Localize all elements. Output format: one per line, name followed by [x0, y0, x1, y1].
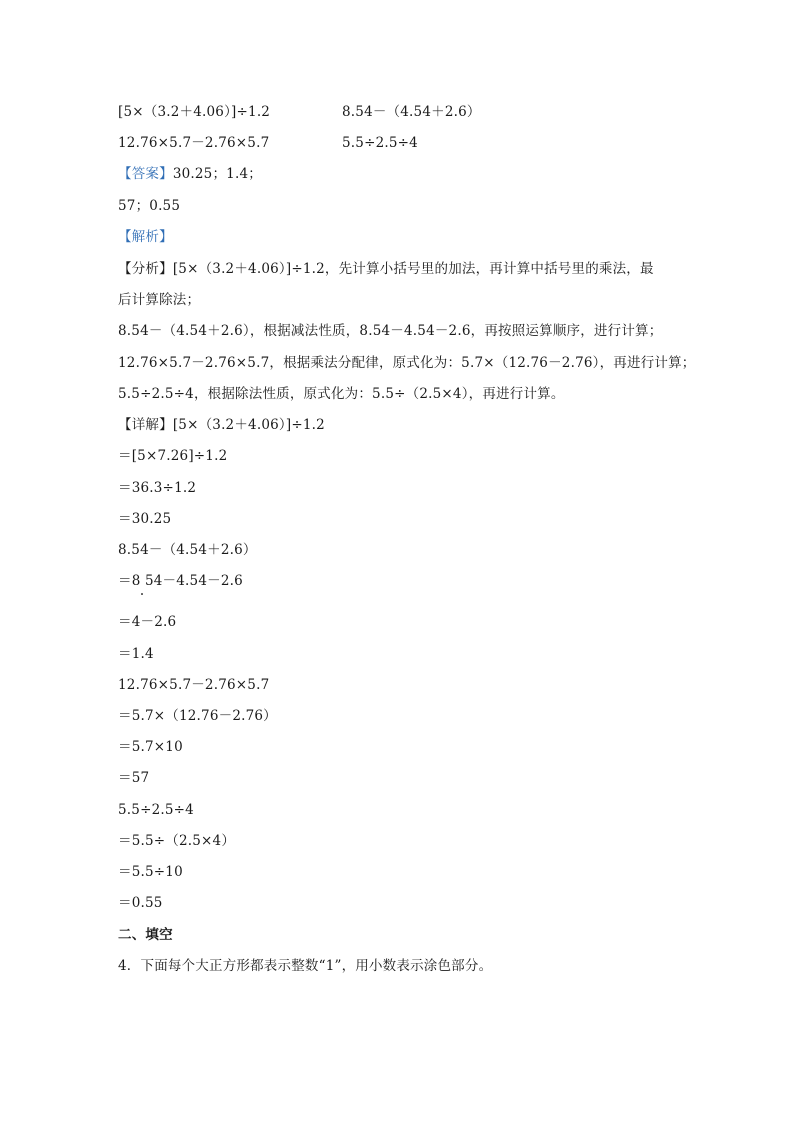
- detail-step: ＝5.5÷10: [118, 864, 183, 880]
- detail-step: ＝30.25: [118, 511, 172, 527]
- detail-step: 5.5÷2.5÷4: [118, 802, 194, 818]
- problem-3: 12.76×5.7－2.76×5.7: [118, 135, 270, 151]
- detail-step: ＝1.4: [118, 646, 154, 662]
- problem-row-1: [118, 102, 481, 122]
- problem-row-2: [118, 133, 418, 153]
- detail-step: 12.76×5.7－2.76×5.7: [118, 677, 270, 693]
- fenxi-tag: 【分析】: [118, 261, 173, 277]
- analysis-tag: 【解析】: [118, 229, 173, 245]
- detail-step: ＝5.5÷（2.5×4）: [118, 833, 236, 849]
- detail-first-line: 【详解】[5×（3.2＋4.06）]÷1.2: [118, 417, 325, 433]
- detail-tag: 【详解】: [118, 417, 173, 433]
- analysis-paragraph-1-cont: 后计算除法；: [118, 292, 201, 308]
- answer-tag: 【答案】: [118, 166, 173, 182]
- section-title: 二、填空: [118, 927, 173, 943]
- stray-mark: [141, 593, 143, 595]
- answer-line-1: [118, 164, 262, 184]
- detail-step: ＝4－2.6: [118, 614, 177, 630]
- question-4: 4．下面每个大正方形都表示整数“1”，用小数表示涂色部分。: [118, 958, 493, 974]
- detail-step: ＝0.55: [118, 895, 163, 911]
- detail-step: ＝5.7×10: [118, 739, 183, 755]
- problem-1: [5×（3.2＋4.06）]÷1.2: [118, 104, 271, 120]
- analysis-paragraph-4: 5.5÷2.5÷4，根据除法性质，原式化为：5.5÷（2.5×4），再进行计算。: [118, 386, 565, 402]
- detail-step: ＝[5×7.26]÷1.2: [118, 448, 228, 464]
- detail-step: ＝5.7×（12.76－2.76）: [118, 708, 277, 724]
- detail-step: 8.54－（4.54＋2.6）: [118, 542, 257, 558]
- problem-4: 5.5÷2.5÷4: [342, 135, 418, 151]
- answer-values-1: 30.25；1.4；: [172, 166, 262, 182]
- detail-step: ＝8 54－4.54－2.6: [118, 573, 243, 589]
- detail-step: ＝36.3÷1.2: [118, 480, 197, 496]
- problem-2: 8.54－（4.54＋2.6）: [342, 104, 481, 120]
- answer-line-2: 57；0.55: [118, 198, 181, 214]
- detail-step: ＝57: [118, 770, 150, 786]
- analysis-paragraph-2: 8.54－（4.54＋2.6），根据减法性质，8.54－4.54－2.6，再按照运算顺序，进行计算；: [118, 323, 663, 339]
- analysis-paragraph-1: 【分析】[5×（3.2＋4.06）]÷1.2，先计算小括号里的加法，再计算中括号里的乘法，最: [118, 261, 654, 277]
- analysis-paragraph-3: 12.76×5.7－2.76×5.7，根据乘法分配律，原式化为：5.7×（12.76－2.76），再进行计算；: [118, 355, 696, 371]
